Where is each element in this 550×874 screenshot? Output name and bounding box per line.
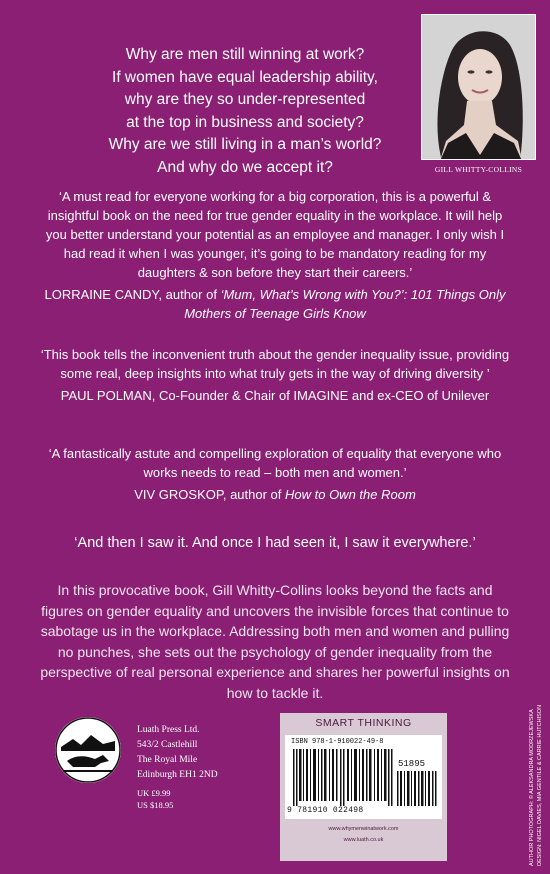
photo-credit: AUTHOR PHOTOGRAPH: © ALEKSANDRA MODRZEJEWSKA — [529, 709, 535, 866]
price-list — [137, 787, 173, 811]
design-credits — [528, 598, 543, 868]
publisher-address-line: Edinburgh EH1 2ND — [137, 770, 218, 780]
author-portrait-icon — [422, 15, 536, 160]
attribution-book-title: How to Own the Room — [285, 487, 416, 502]
cover-questions — [80, 44, 410, 179]
quote-text: ‘A must read for everyone working for a big corporation, this is a powerful & insightful book on the need for true gender equality in the workplace. It will help you better understand your potential as an employee and manager. I only wish I had read it when I was younger, it’s going to be mandatory reading for my daughters & son before they start their careers.’ — [45, 189, 505, 280]
publisher-name: Luath Press Ltd. — [137, 725, 200, 735]
price-code: 51895 — [398, 759, 426, 769]
tagline: ‘And then I saw it. And once I had seen it, I saw it everywhere.’ — [74, 535, 476, 551]
luath-dog-logo-icon — [55, 717, 121, 783]
isbn-text: ISBN 978-1-910022-49-8 — [291, 738, 384, 746]
quote-text: ‘A fantastically astute and compelling exploration of equality that everyone who works needs to read – both men and women.’ — [48, 446, 502, 480]
attribution-name: VIV GROSKOP, author of — [134, 487, 285, 502]
photo-caption: GILL WHITTY-COLLINS — [434, 165, 523, 174]
question-line: If women have equal leadership ability, — [112, 68, 378, 86]
publisher-logo — [55, 717, 121, 783]
endorsement-quote — [40, 444, 510, 504]
book-description: In this provocative book, Gill Whitty-Collins looks beyond the facts and figures on gender equality and uncovers the invisible forces that continue to sabotage us in the workplace. Addressing both men and women and pulling no punches, she sets out the psychology of gender inequality from the perspective of real personal experience and shares her powerful insights on how to tackle it. — [40, 582, 510, 701]
barcode-box — [280, 713, 447, 861]
attribution-name: PAUL POLMAN, Co-Founder & Chair of IMAGINE and ex-CEO of Unilever — [60, 388, 490, 403]
quote-attribution — [40, 485, 510, 504]
series-label: SMART THINKING — [315, 717, 412, 729]
attribution-name: LORRAINE CANDY, author of — [44, 287, 221, 302]
question-line: at the top in business and society? — [126, 113, 364, 131]
addon-barcode-icon — [397, 771, 437, 806]
publisher-info — [137, 723, 218, 783]
author-photo — [421, 14, 536, 160]
question-line: And why do we accept it? — [157, 158, 333, 176]
question-line: Why are men still winning at work? — [125, 46, 365, 63]
design-credit: DESIGN: NIGEL DAVIES, MIA GENTILE & CARRIE HUTCHISON — [537, 704, 543, 866]
endorsement-quote — [40, 187, 510, 323]
ean-number: 9 781910 022498 — [287, 806, 364, 815]
question-line: why are they so under-represented — [124, 91, 366, 108]
attribution-book-title: ‘Mum, What’s Wrong with You?’: 101 Things Only Mothers of Teenage Girls Know — [184, 287, 506, 321]
ean-barcode-icon — [293, 749, 393, 806]
publisher-address-line: The Royal Mile — [137, 755, 198, 765]
question-line: Why are we still living in a man’s world? — [108, 136, 382, 153]
publisher-address-line: 543/2 Castlehill — [137, 740, 198, 750]
publisher-website-link[interactable]: www.luath.co.uk — [343, 837, 384, 843]
quote-attribution — [40, 285, 510, 323]
quote-text: ‘This book tells the inconvenient truth about the gender inequality issue, providing some real, deep insights into what truly gets in the way of driving diversity ’ — [40, 347, 510, 381]
barcode-panel — [285, 735, 442, 819]
website-link[interactable]: www.whymenwinatwork.com — [328, 826, 399, 832]
endorsement-quote — [40, 345, 510, 405]
price-uk: UK £9.99 — [137, 788, 171, 798]
price-us: US $18.95 — [137, 800, 174, 810]
